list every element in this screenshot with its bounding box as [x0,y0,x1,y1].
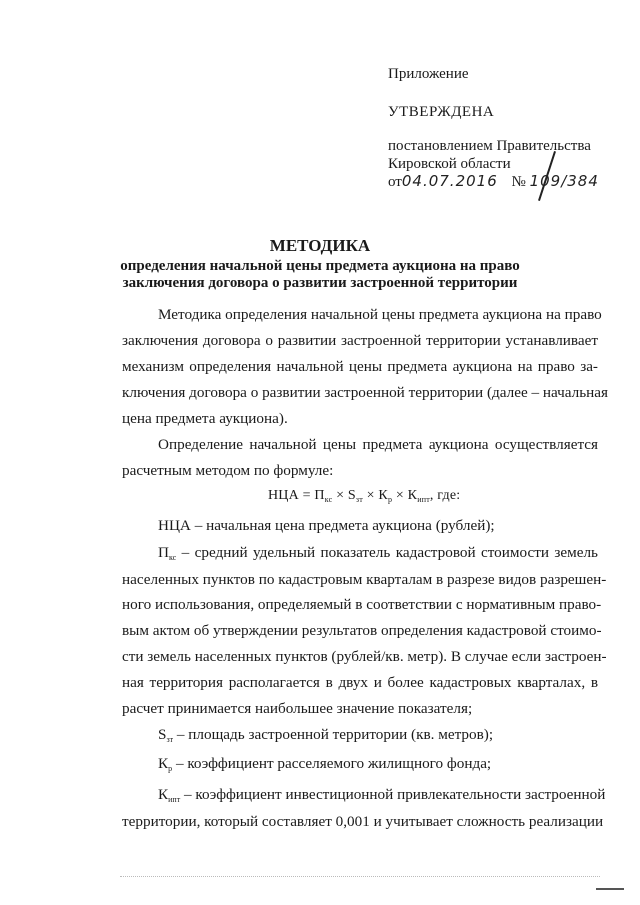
def-pks-line-3: ного использования, определяемый в соответствии с нормативным право- [122,596,602,613]
approved-by-line1: постановлением Правительства [388,138,591,154]
def-pks-line-1: $П_{кс}$ – средний удельный показатель кадастровой стоимости земель [158,544,598,562]
def-pks-line-7: расчет принимается наибольшее значение показателя; [122,700,473,717]
formula: НЦА = $П_{кс} \times S_{зт} \times К_р \times К_{ипт}$, где: [268,488,461,504]
scan-artifact-dots [120,876,600,879]
para1-line-5: цена предмета аукциона). [122,410,288,427]
approved-by-line2: Кировской области [388,156,511,172]
def-pks-line-6: ная территория располагается в двух и более кадастровых кварталах, в [122,674,598,691]
def-kr: $К_р$ – коэффициент расселяемого жилищного фонда; [158,755,492,773]
def-nca: НЦА – начальная цена предмета аукциона (рублей); [158,517,495,534]
from-prefix: от [388,174,402,190]
para1-line-2: заключения договора о развитии застроенной территории устанавливает [122,332,598,349]
para2-line-2: расчетным методом по формуле: [122,462,334,479]
number-prefix: № [511,174,526,190]
para1-line-3: механизм определения начальной цены предмета аукциона на право за- [122,358,598,375]
para2-line-1: Определение начальной цены предмета аукциона осуществляется [158,436,598,453]
def-szt: $S_{зт}$ – площадь застроенной территории (кв. метров); [158,726,494,744]
approved-label: УТВЕРЖДЕНА [388,104,495,120]
handwritten-date: 04.07.2016 [401,172,498,190]
def-pks-line-5: сти земель населенных пунктов (рублей/кв. метр). В случае если застроен- [122,648,607,665]
date-line [388,172,599,191]
para1-line-1: Методика определения начальной цены предмета аукциона на право [158,306,602,323]
subtitle-line-2: заключения договора о развитии застроенной территории [122,275,518,291]
def-pks-line-2: населенных пунктов по кадастровым кварталам в разрезе видов разрешен- [122,571,607,588]
subtitle-line-1: определения начальной цены предмета аукциона на право [120,258,520,274]
def-pks-line-4: вым актом об утверждении результатов определения кадастровой стоимо- [122,622,602,639]
def-kipt-line-2: территории, который составляет 0,001 и учитывает сложность реализации [122,813,604,830]
handwritten-number: 109/384 [529,172,599,190]
scan-artifact-dash [596,888,624,890]
def-kipt-line-1: $К_{ипт}$ – коэффициент инвестиционной привлекательности застроенной [158,786,606,804]
para1-line-4: ключения договора о развитии застроенной территории (далее – начальная [122,384,609,401]
document-title: МЕТОДИКА [269,236,371,255]
appendix-label: Приложение [388,66,469,82]
